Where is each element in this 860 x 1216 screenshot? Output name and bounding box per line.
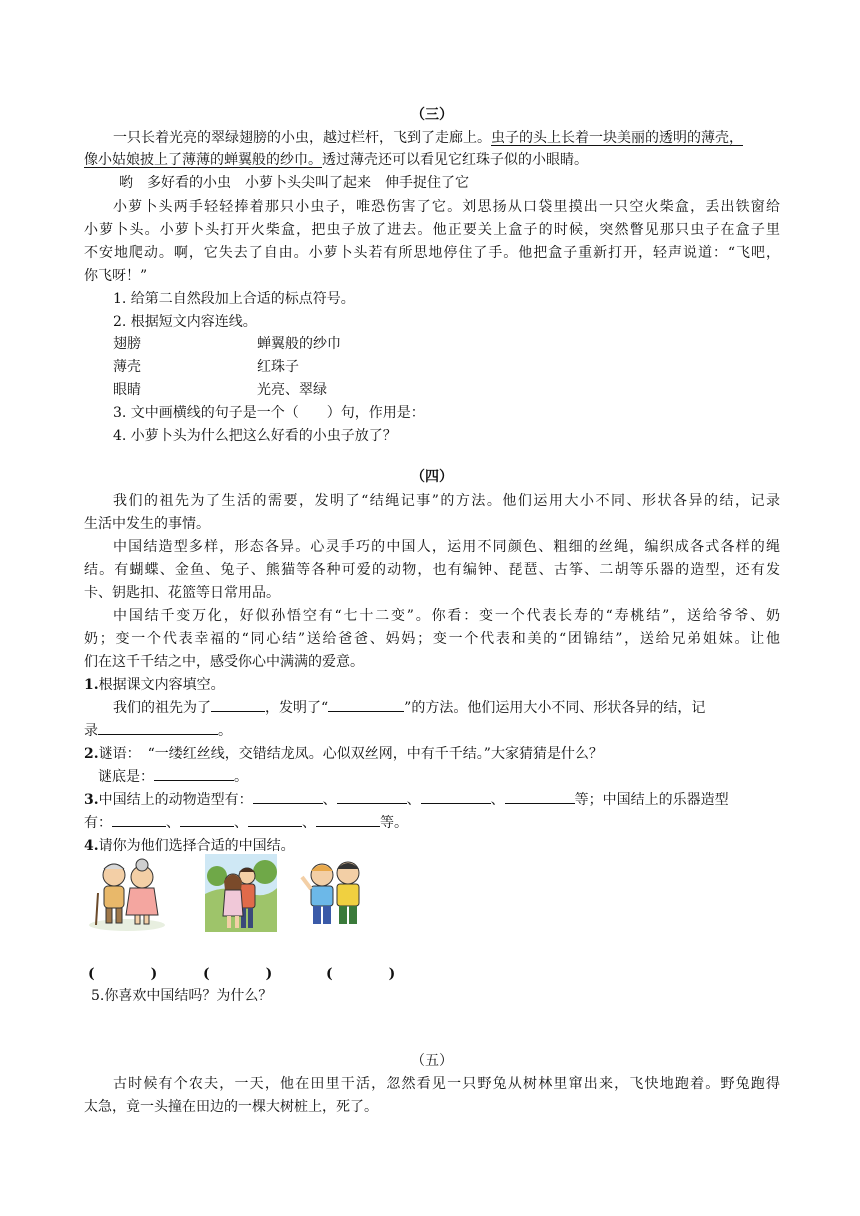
fill-blank-line1	[113, 697, 780, 719]
section3-paragraph2: 哟 多好看的小虫 小萝卜头尖叫了起来 伸手捉住了它	[119, 175, 469, 191]
q3-text-c: 有：	[84, 815, 112, 831]
s3-p1-text-a: 一只长着光亮的翠绿翅膀的小虫，越过栏杆，飞到了走廊上。	[113, 130, 491, 146]
blank-instrument-1[interactable]	[112, 812, 166, 827]
q3-text-b: 等；中国结上的乐器造型	[574, 792, 729, 808]
match-left-column	[113, 333, 141, 402]
section4-p3-line1: 中国结千变万化，好似孙悟空有“七十二变”。你看：变一个代表长寿的“寿桃结”，送给爷爷、奶	[113, 608, 780, 624]
section4-p2-line2: 结。有蝴蝶、金鱼、兔子、熊猫等各种可爱的动物，也有编钟、琵琶、古筝、二胡等乐器的造型，还有发	[84, 562, 780, 578]
q1-text: 根据课文内容填空。	[98, 677, 225, 693]
section3-paragraph1-line2	[84, 149, 780, 171]
blank-riddle-answer[interactable]	[154, 766, 234, 781]
blank-instrument-3[interactable]	[248, 812, 302, 827]
section4-question3-line2	[84, 812, 780, 834]
section3-question4: 4. 小萝卜头为什么把这么好看的小虫子放了？	[113, 428, 397, 444]
q4-text: 请你为他们选择合适的中国结。	[98, 838, 295, 854]
blank-instrument-2[interactable]	[180, 812, 234, 827]
s3-p1-underlined-b: 像小姑娘披上了薄薄的蝉翼般的纱巾。	[84, 152, 322, 168]
separator: 、	[322, 792, 337, 808]
section4-heading: （四）	[411, 469, 453, 485]
q3-text-d: 等。	[380, 815, 408, 831]
section5-p1-line1: 古时候有个农夫，一天，他在田里干活，忽然看见一只野兔从树林里窜出来，飞快地跑着。野兔跑得	[113, 1076, 780, 1092]
match-right-column	[257, 333, 341, 402]
section3-question2: 2. 根据短文内容连线。	[113, 314, 257, 330]
separator: 、	[166, 815, 180, 831]
answer-paren-3[interactable]: ( )	[326, 966, 396, 982]
q2-text: 谜语： “一缕红丝线，交错结龙凤。心似双丝网，中有千千结。”大家猜猜是什么？	[98, 746, 603, 762]
blank-animal-1[interactable]	[253, 789, 323, 804]
blank-method[interactable]	[328, 697, 404, 712]
q3-text-a: 中国结上的动物造型有：	[98, 792, 253, 808]
section5-p1-line2: 太急，竟一头撞在田边的一棵大树桩上，死了。	[84, 1099, 378, 1115]
section3-paragraph1-line1	[113, 127, 780, 149]
blank-animal-2[interactable]	[337, 789, 407, 804]
answer-paren-2[interactable]: ( )	[203, 966, 273, 982]
section4-p1-line1: 我们的祖先为了生活的需要，发明了“结绳记事”的方法。他们运用大小不同、形状各异的结，记录	[113, 493, 780, 509]
riddle-answer-label: 谜底是：	[98, 769, 154, 785]
match-left-item: 翅膀	[113, 336, 141, 352]
fill1-text-a: 我们的祖先为了	[113, 700, 211, 716]
s3-p1-underlined-a: 虫子的头上长着一块美丽的透明的薄壳，	[491, 130, 743, 146]
blank-instrument-4[interactable]	[316, 812, 380, 827]
separator: 、	[406, 792, 421, 808]
riddle-answer-end: 。	[234, 769, 248, 785]
section3-question3: 3. 文中画横线的句子是一个（ ）句，作用是：	[113, 405, 425, 421]
grandparents-illustration	[84, 855, 170, 933]
match-right-item: 光亮、翠绿	[257, 382, 327, 398]
section3-p3-line4: 你飞呀！”	[84, 268, 148, 284]
blank-animal-4[interactable]	[505, 789, 575, 804]
fill1-text-c: ”的方法。他们运用大小不同、形状各异的结，记	[404, 700, 706, 716]
fill1-text-b: ，发明了“	[265, 700, 329, 716]
blank-purpose[interactable]	[211, 697, 265, 712]
section4-p3-line3: 们在这千千结之中，感受你心中满满的爱意。	[84, 654, 364, 670]
riddle-answer-line	[98, 766, 765, 788]
section4-question5: 5.你喜欢中国结吗？为什么？	[91, 988, 273, 1004]
section4-p2-line1: 中国结造型多样，形态各异。心灵手巧的中国人，运用不同颜色、粗细的丝绳，编织成各式各样的绳	[113, 539, 780, 555]
section3-p3-line3: 不安地爬动。啊，它失去了自由。小萝卜头若有所思地停住了手。他把盒子重新打开，轻声说道：“飞吧，	[84, 245, 780, 261]
section3-question1: 1. 给第二自然段加上合适的标点符号。	[113, 291, 355, 307]
section4-p3-line2: 奶；变一个代表幸福的“同心结”送给爸爸、妈妈；变一个代表和美的“团锦结”，送给兄弟姐妹。让他	[84, 631, 780, 647]
fill-blank-line2	[84, 720, 780, 742]
section4-p2-line3: 卡、钥匙扣、花篮等日常用品。	[84, 585, 280, 601]
s3-p1-text-b: 透过薄壳还可以看见它红珠子似的小眼睛。	[322, 152, 588, 168]
q1-number: 1.	[84, 677, 99, 693]
blank-animal-3[interactable]	[421, 789, 491, 804]
section3-p3-line2: 小萝卜头。小萝卜头打开火柴盒，把虫子放了进去。他正要关上盒子的时候，突然瞥见那只虫子在盒子里	[84, 222, 780, 238]
parents-illustration	[205, 854, 277, 932]
separator: 、	[302, 815, 316, 831]
fill1-text-e: 。	[218, 723, 232, 739]
match-left-item: 薄壳	[113, 359, 141, 375]
match-right-item: 蝉翼般的纱巾	[257, 336, 341, 352]
q4-number: 4.	[84, 838, 99, 854]
q2-number: 2.	[84, 746, 99, 762]
answer-paren-1[interactable]: ( )	[88, 966, 158, 982]
section5-heading: （五）	[411, 1053, 453, 1069]
section4-p1-line2: 生活中发生的事情。	[84, 516, 210, 532]
fill1-text-d: 录	[84, 723, 98, 739]
section4-question1	[84, 674, 780, 696]
blank-record[interactable]	[98, 720, 218, 735]
match-right-item: 红珠子	[257, 359, 299, 375]
section4-question4	[84, 835, 780, 857]
section4-question3-line1	[84, 789, 780, 811]
separator: 、	[490, 792, 505, 808]
siblings-illustration	[298, 855, 370, 933]
section4-question2	[84, 743, 780, 765]
separator: 、	[234, 815, 248, 831]
match-left-item: 眼睛	[113, 382, 141, 398]
section3-p3-line1: 小萝卜头两手轻轻捧着那只小虫子，唯恐伤害了它。刘思扬从口袋里摸出一只空火柴盒，丢出铁窗给	[113, 199, 780, 215]
q3-number: 3.	[84, 792, 99, 808]
section3-heading: （三）	[411, 107, 453, 123]
